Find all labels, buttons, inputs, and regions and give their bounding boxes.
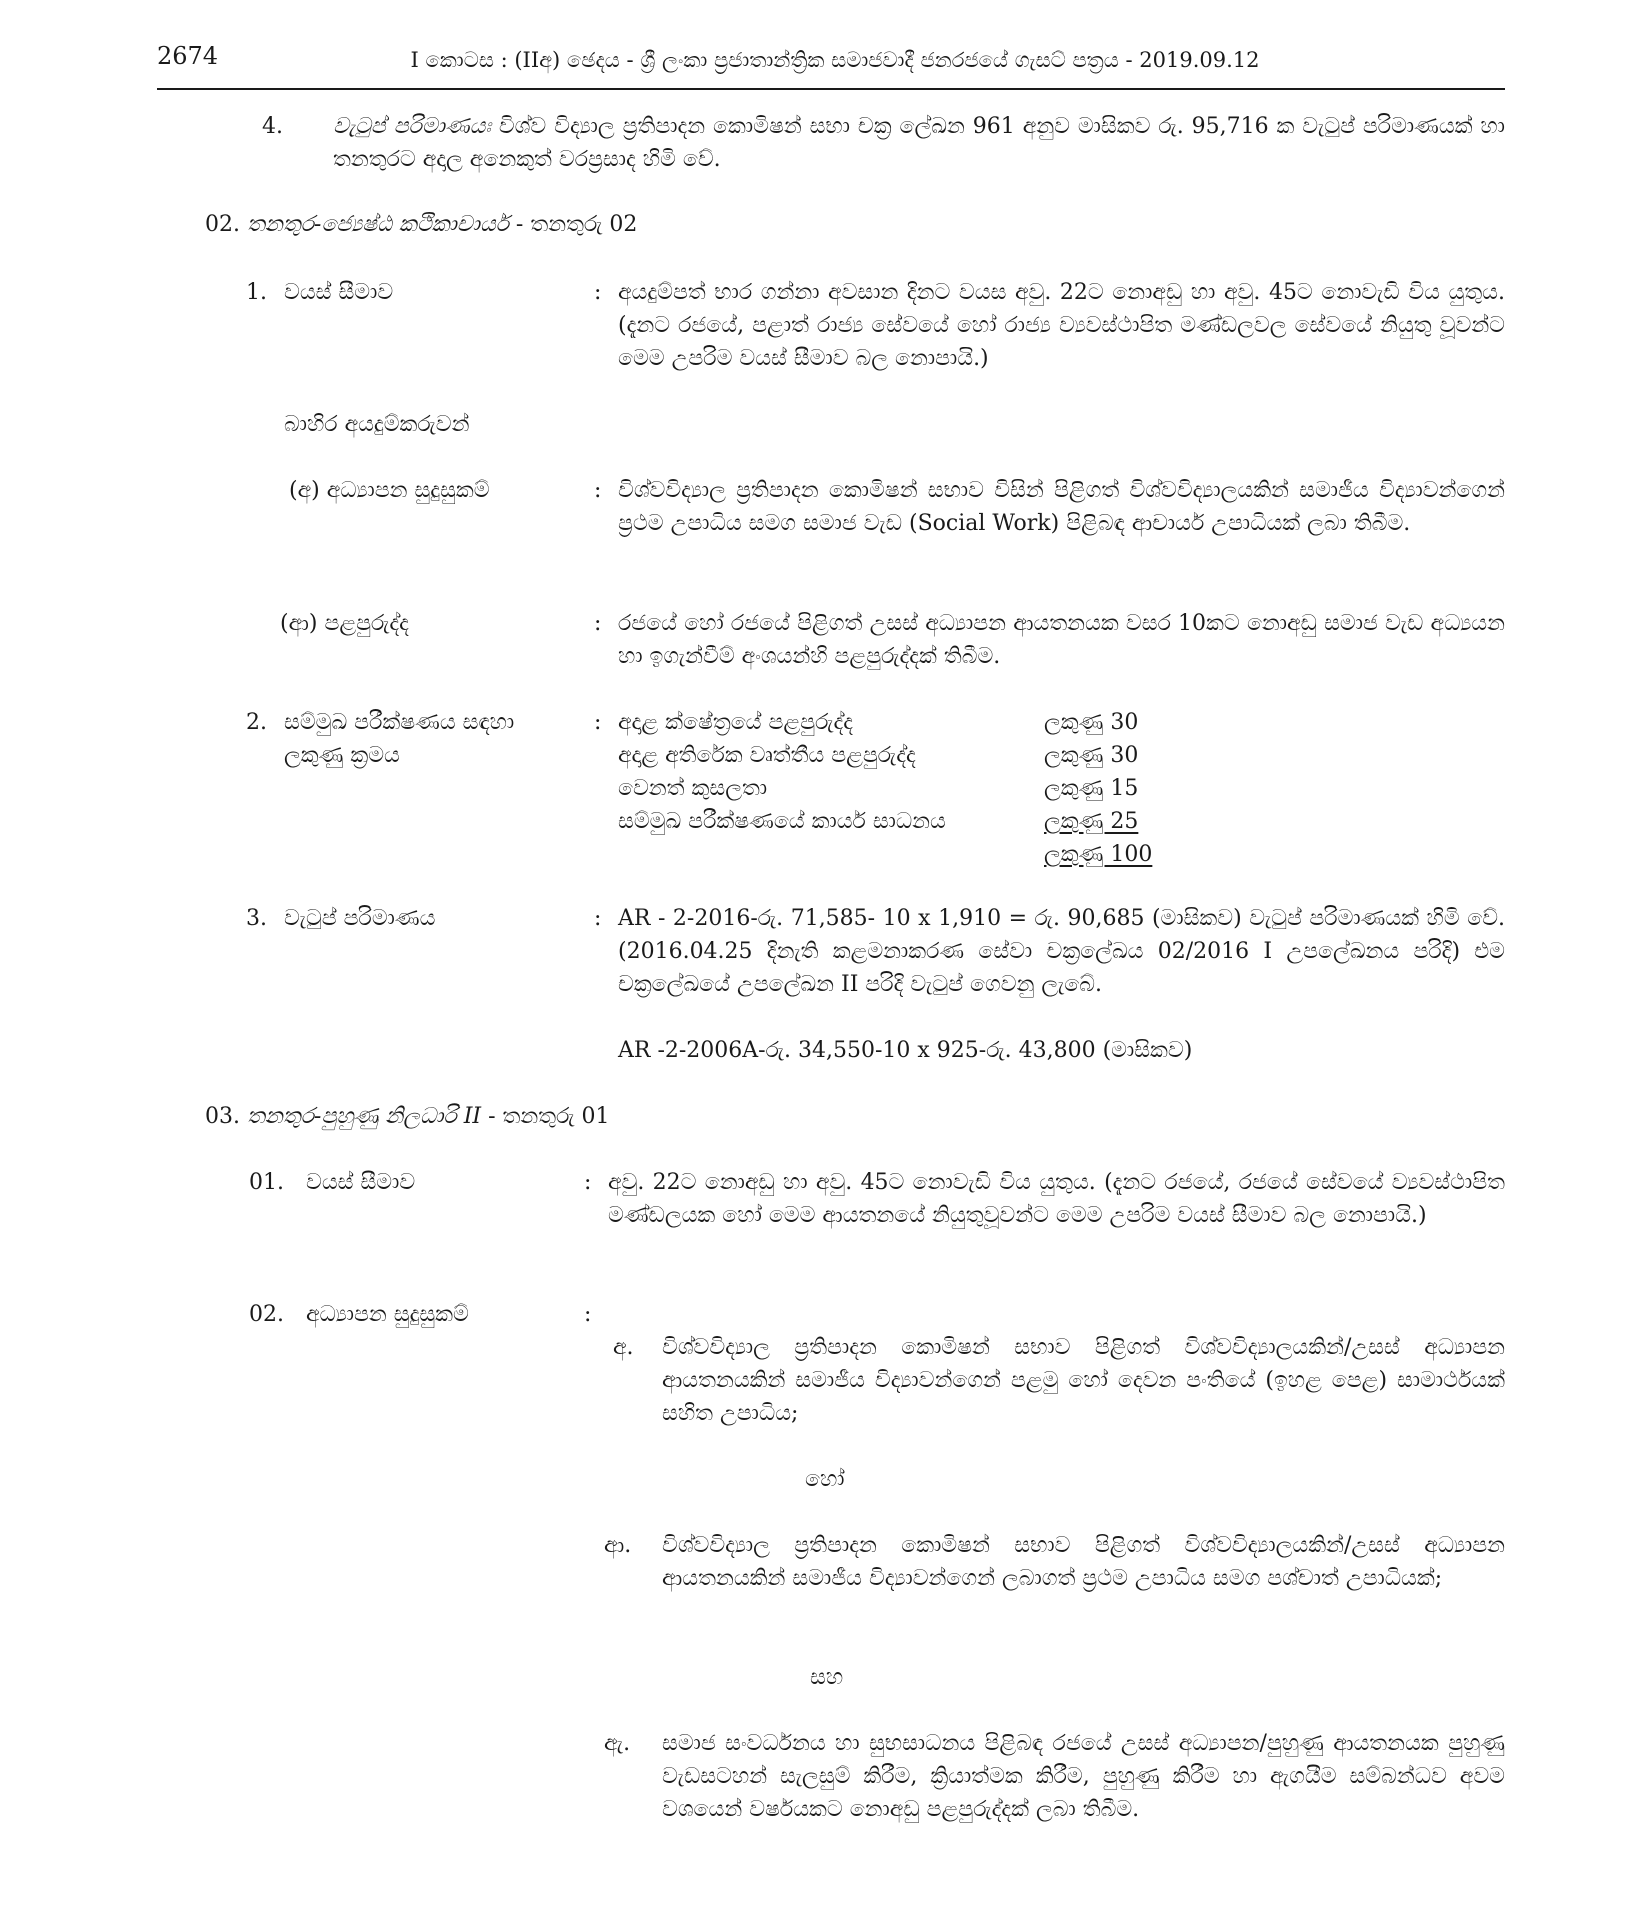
- s03-age-colon: :: [584, 1170, 592, 1195]
- s02-education-text: විශ්වවිද්‍යාල ප්‍රතිපාදන කොමිෂන් සභාව විසින් පිළිගත් විශ්වවිද්‍යාලයකින් සමාජීය විද්‍යාවන්ගෙන් ප්‍රථම උපාධිය සමග සමාජ වැඩ (Social Work) පිළිබඳ ආචාර්ය උපාධියක් ලබා තිබීම.: [618, 478, 1505, 536]
- marks-row-item: අදාළ ක්ෂේත්‍රයේ පළපුරුද්ද: [618, 710, 853, 735]
- s02-marks-label-line1: සම්මුඛ පරීක්ෂණය සඳහා: [284, 710, 515, 735]
- section03-suffix: - තනතුරු 01: [481, 1104, 610, 1129]
- section03-title: තනතුර-පුහුණු නිලධාරි II: [247, 1104, 482, 1129]
- marks-row-value: ලකුණු 30: [1044, 710, 1139, 735]
- s03-edu-and: සහ: [810, 1665, 844, 1690]
- s02-salary-number: 3.: [246, 906, 267, 931]
- s02-marks-label-line2: ලකුණු ක්‍රමය: [284, 743, 400, 768]
- section02-suffix: - තනතුරු 02: [508, 212, 638, 237]
- s02-age-label: වයස් සීමාව: [284, 280, 394, 305]
- marks-row-value: ලකුණු 25: [1044, 809, 1139, 834]
- s03-age-number: 01.: [249, 1170, 284, 1195]
- section02-number: 02.: [205, 212, 240, 237]
- s02-education-label: (අ) අධ්‍යාපන සුදුසුකම්: [289, 478, 490, 503]
- s03-edu-or: හෝ: [805, 1467, 845, 1492]
- s03-education-colon: :: [584, 1302, 592, 1327]
- external-applicants-label: බාහිර අයදුම්කරුවන්: [284, 412, 470, 437]
- section03-number: 03.: [205, 1104, 240, 1129]
- s03-edu-aa-number: ආ.: [604, 1533, 632, 1558]
- s02-salary-label: වැටුප් පරිමාණය: [284, 906, 436, 931]
- s03-edu-a-text: විශ්වවිද්‍යාල ප්‍රතිපාදන කොමිෂන් සභාව පිළිගත් විශ්වවිද්‍යාලයකින්/උසස් අධ්‍යාපන ආයතනයකින් සමාජීය විද්‍යාවන්ගෙන් පළමු හෝ දෙවන පංතියේ (ඉහළ පෙළ) සාමාර්ථයක් සහිත උපාධිය;: [662, 1335, 1505, 1426]
- marks-row-item: අදාළ අතිරේක වෘත්තීය පළපුරුද්ද: [618, 743, 916, 768]
- s02-age-colon: :: [594, 280, 602, 305]
- item4-text: විශ්ව විද්‍යාල ප්‍රතිපාදන කොමිෂන් සභා චක්‍ර ලේඛන 961 අනුව මාසිකව රු. 95,716 ක වැටුප් පරිමාණයක් හා තනතුරට අදාල අනෙකුත් වරප්‍රසාද හිමි වේ.: [333, 114, 1505, 172]
- s02-salary-text2: AR -2-2006A-රු. 34,550-10 x 925-රු. 43,800 (මාසිකව): [618, 1038, 1193, 1063]
- s03-edu-a-number: අ.: [613, 1335, 634, 1360]
- s02-marks-number: 2.: [246, 710, 267, 735]
- page-number: 2674: [157, 42, 219, 70]
- item4-paragraph: [333, 110, 1505, 176]
- header-rule: [157, 88, 1505, 90]
- section02-heading: [205, 208, 637, 241]
- s02-marks-colon: :: [594, 710, 602, 735]
- s02-education-colon: :: [594, 478, 602, 503]
- s02-experience-label: (ආ) පළපුරුද්ද: [280, 611, 409, 636]
- s02-salary-text: AR - 2-2016-රු. 71,585- 10 x 1,910 = රු. 90,685 (මාසිකව) වැටුප් පරිමාණයක් හිමි වේ. (2016.04.25 දිනැති කළමනාකරණ සේවා චක්‍රලේඛය 02/2016 I උපලේඛනය පරිදි) එම චක්‍රලේඛයේ උපලේඛන II පරිදි වැටුප් ගෙවනු ලැබේ.: [618, 906, 1505, 997]
- marks-row-item: වෙනත් කුසලතා: [618, 776, 768, 801]
- s03-age-text: අවු. 22ට නොඅඩු හා අවු. 45ට නොවැඩි විය යුතුය. (දැනට රජයේ, රජයේ සේවයේ ව්‍යවස්ථාපිත මණ්ඩලයක හෝ මෙම ආයතනයේ නියුතුවූවන්ට මෙම උපරිම වයස් සීමාව බල නොපායි.): [608, 1170, 1505, 1228]
- section03-heading: [205, 1100, 609, 1133]
- s02-age-text: අයදුම්පත් භාර ගන්නා අවසාන දිනට වයස අවු. 22ට නොඅඩු හා අවු. 45ට නොවැඩි විය යුතුය. (දැනට රජයේ, පළාත් රාජ්‍ය සේවයේ හෝ රාජ්‍ය ව්‍යවස්ථාපිත මණ්ඩලවල සේවයේ නියුතු වූවන්ට මෙම උපරිම වයස් සීමාව බල නොපායි.): [618, 280, 1505, 371]
- marks-total: ලකුණු 100: [1044, 842, 1153, 867]
- s02-experience-text: රජයේ හෝ රජයේ පිළිගත් උසස් අධ්‍යාපන ආයතනයක වසර 10කට නොඅඩු සමාජ වැඩ අධ්‍යයන හා ඉගැන්වීම් අංශයන්හි පළපුරුද්දක් තිබීම.: [618, 611, 1505, 669]
- s03-education-number: 02.: [249, 1302, 284, 1327]
- marks-row-item: සම්මුඛ පරීක්ෂණයේ කාර්ය සාධනය: [618, 809, 946, 834]
- section02-title: තනතුර-ජ්‍යෙෂ්ඨ කථිකාචාර්ය: [247, 212, 509, 237]
- s02-salary-colon: :: [594, 906, 602, 931]
- item4-number: 4.: [262, 114, 283, 139]
- item4-label: වැටුප් පරිමාණයඃ: [333, 114, 491, 139]
- s03-education-label: අධ්‍යාපන සුදුසුකම්: [306, 1302, 469, 1327]
- s03-edu-aa-text: විශ්වවිද්‍යාල ප්‍රතිපාදන කොමිෂන් සභාව පිළිගත් විශ්වවිද්‍යාලයකින්/උසස් අධ්‍යාපන ආයතනයකින් සමාජීය විද්‍යාවන්ගෙන් ලබාගත් ප්‍රථම උපාධිය සමග පශ්චාත් උපාධියක්;: [662, 1533, 1505, 1591]
- s03-age-label: වයස් සීමාව: [306, 1170, 416, 1195]
- s02-age-number: 1.: [246, 280, 267, 305]
- page-header-title: I කොටස : (IIඅ) ඡෙදය - ශ්‍රී ලංකා ප්‍රජාතාන්ත්‍රික සමාජවාදී ජනරජයේ ගැසට් පත්‍රය - 2019.09.12: [410, 48, 1260, 72]
- marks-row-value: ලකුණු 15: [1044, 776, 1139, 801]
- s03-edu-ae-number: ඇ.: [604, 1731, 631, 1756]
- s03-edu-ae-text: සමාජ සංවර්ධනය හා සුභසාධනය පිළිබඳ රජයේ උසස් අධ්‍යාපන/පුහුණු ආයතනයක පුහුණු වැඩසටහන් සැලසුම් කිරීම, ක්‍රියාත්මක කිරීම, පුහුණු කිරීම හා ඇගයීම සම්බන්ධව අවම වශයෙන් වර්ෂයකට නොඅඩු පළපුරුද්දක් ලබා තිබීම.: [662, 1731, 1505, 1822]
- s02-experience-colon: :: [594, 611, 602, 636]
- marks-row-value: ලකුණු 30: [1044, 743, 1139, 768]
